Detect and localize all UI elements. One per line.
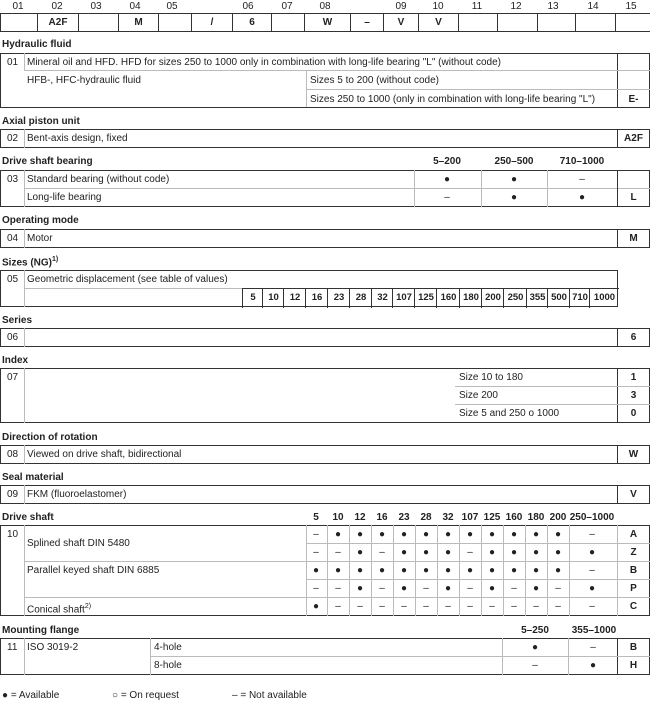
size-value: 1000 <box>589 288 619 308</box>
mark: – <box>532 660 538 671</box>
code-l: L <box>630 192 637 203</box>
section-title-axial-piston-unit: Axial piston unit <box>2 116 80 127</box>
shaft-mark: ● <box>378 565 386 576</box>
shaft-mark: ● <box>400 547 408 558</box>
section-title-drive-shaft: Drive shaft <box>2 512 54 523</box>
position-label: 07 <box>281 1 293 12</box>
legend-on-request: ○ = On request <box>112 690 179 701</box>
shaft-mark: ● <box>422 547 430 558</box>
code-0: 0 <box>630 408 637 419</box>
size-value: 200 <box>481 288 504 308</box>
shaft-col-label: 125 <box>483 512 501 523</box>
shaft-col-label: 16 <box>376 512 388 523</box>
shaft-mark: ● <box>588 583 596 594</box>
size-value: 107 <box>392 288 415 308</box>
shaft-mark: – <box>589 529 595 540</box>
shaft-mark: – <box>379 583 385 594</box>
row-number: 03 <box>7 174 19 185</box>
flange-label: ISO 3019-2 <box>27 642 79 653</box>
shaft-mark: ● <box>510 547 518 558</box>
section-title-index: Index <box>2 355 29 366</box>
shaft-mark: ● <box>356 529 364 540</box>
position-label: 02 <box>51 1 63 12</box>
code-cell: / <box>191 13 233 32</box>
mark: ● <box>510 192 518 203</box>
shaft-col-label: 200 <box>549 512 567 523</box>
shaft-splined: Splined shaft DIN 5480 <box>27 538 130 549</box>
legend-not-available: – = Not available <box>232 690 307 701</box>
bearing-col-1: 5–200 <box>433 156 461 167</box>
shaft-mark: ● <box>422 565 430 576</box>
code-cell <box>158 13 192 32</box>
shaft-mark: – <box>589 565 595 576</box>
mark: – <box>579 174 585 185</box>
shaft-mark: ● <box>312 565 320 576</box>
shaft-col-label: 10 <box>332 512 344 523</box>
code-e: E- <box>628 94 639 105</box>
code-cell: V <box>418 13 459 32</box>
row-number: 08 <box>7 449 19 460</box>
code-cell: A2F <box>37 13 79 32</box>
shaft-mark: ● <box>444 529 452 540</box>
mark: ● <box>578 192 586 203</box>
position-label: 10 <box>432 1 444 12</box>
shaft-mark: ● <box>554 547 562 558</box>
sizes-text: Geometric displacement (see table of values) <box>27 274 228 285</box>
shaft-mark: – <box>511 583 517 594</box>
code-1: 1 <box>630 372 637 383</box>
shaft-mark: ● <box>444 547 452 558</box>
position-label: 06 <box>242 1 254 12</box>
code-cell <box>271 13 305 32</box>
code-b: B <box>629 642 638 653</box>
bearing-col-3: 710–1000 <box>559 156 605 167</box>
section-title-drive-shaft-bearing: Drive shaft bearing <box>2 156 93 167</box>
shaft-col-label: 23 <box>398 512 410 523</box>
size-value: 32 <box>371 288 393 308</box>
shaft-mark: ● <box>488 547 496 558</box>
shaft-col-label: 160 <box>505 512 523 523</box>
size-value: 180 <box>459 288 482 308</box>
code-cell: W <box>304 13 351 32</box>
shaft-mark: – <box>379 601 385 612</box>
code-cell <box>615 13 650 32</box>
shaft-mark: ● <box>488 529 496 540</box>
shaft-col-label: 180 <box>527 512 545 523</box>
size-value: 250 <box>503 288 527 308</box>
mark: ● <box>531 642 539 653</box>
shaft-code: C <box>629 601 638 612</box>
shaft-keyed: Parallel keyed shaft DIN 6885 <box>27 565 160 576</box>
shaft-mark: ● <box>554 529 562 540</box>
shaft-mark: ● <box>466 565 474 576</box>
shaft-mark: – <box>335 601 341 612</box>
shaft-mark: – <box>511 601 517 612</box>
shaft-mark: – <box>467 601 473 612</box>
shaft-mark: ● <box>488 565 496 576</box>
shaft-code: A <box>629 529 638 540</box>
shaft-mark: ● <box>444 565 452 576</box>
bearing-col-2: 250–500 <box>494 156 534 167</box>
size-value: 23 <box>327 288 350 308</box>
mark: ● <box>443 174 451 185</box>
shaft-col-label: 28 <box>420 512 432 523</box>
shaft-mark: ● <box>378 529 386 540</box>
size-value: 28 <box>349 288 372 308</box>
position-label: 05 <box>166 1 178 12</box>
hydraulic-fluid-option2: Sizes 250 to 1000 (only in combination with long-life bearing "L") <box>310 94 596 105</box>
row-number: 10 <box>7 529 19 540</box>
position-label: 08 <box>319 1 331 12</box>
position-label: 03 <box>90 1 102 12</box>
section-title-seal: Seal material <box>2 472 64 483</box>
shaft-mark: – <box>533 601 539 612</box>
code-cell <box>78 13 119 32</box>
size-value: 10 <box>262 288 284 308</box>
axial-text: Bent-axis design, fixed <box>27 133 128 144</box>
shaft-mark: – <box>489 601 495 612</box>
operating-text: Motor <box>27 233 53 244</box>
mark: ● <box>510 174 518 185</box>
shaft-col-label: 32 <box>442 512 454 523</box>
shaft-mark: – <box>555 601 561 612</box>
size-value: 355 <box>526 288 548 308</box>
flange-4-hole: 4-hole <box>154 642 182 653</box>
row-number: 11 <box>7 642 18 653</box>
section-title-mounting-flange: Mounting flange <box>2 625 80 636</box>
shaft-mark: ● <box>356 547 364 558</box>
row-number: 05 <box>7 274 19 285</box>
code-cell <box>0 13 38 32</box>
position-label: 11 <box>471 1 483 12</box>
shaft-col-label: 5 <box>313 512 319 523</box>
code-cell <box>575 13 616 32</box>
code-m: M <box>629 233 638 244</box>
code-cell: 6 <box>232 13 272 32</box>
legend-available: ● = Available <box>2 690 60 701</box>
shaft-mark: ● <box>554 565 562 576</box>
shaft-mark: – <box>313 547 319 558</box>
shaft-mark: – <box>467 583 473 594</box>
section-title-rotation: Direction of rotation <box>2 432 98 443</box>
mark: – <box>590 642 596 653</box>
shaft-mark: ● <box>400 583 408 594</box>
shaft-mark: – <box>313 529 319 540</box>
row-number: 02 <box>7 133 19 144</box>
code-v: V <box>630 489 637 500</box>
code-cell <box>537 13 576 32</box>
shaft-mark: ● <box>334 529 342 540</box>
shaft-code: P <box>630 583 637 594</box>
index-row-2: Size 200 <box>459 390 498 401</box>
shaft-mark: ● <box>588 547 596 558</box>
row-number: 01 <box>7 57 19 68</box>
shaft-mark: ● <box>400 529 408 540</box>
code-h: H <box>629 660 638 671</box>
shaft-mark: ● <box>532 547 540 558</box>
shaft-mark: – <box>423 583 429 594</box>
bearing-long-life: Long-life bearing <box>27 192 102 203</box>
code-cell <box>458 13 498 32</box>
seal-text: FKM (fluoroelastomer) <box>27 489 127 500</box>
row-number: 07 <box>7 372 19 383</box>
shaft-col-label: 107 <box>461 512 479 523</box>
shaft-mark: ● <box>312 601 320 612</box>
shaft-mark: – <box>555 583 561 594</box>
code-cell: V <box>383 13 419 32</box>
shaft-mark: – <box>401 601 407 612</box>
position-label: 04 <box>129 1 141 12</box>
shaft-mark: – <box>313 583 319 594</box>
shaft-mark: ● <box>510 565 518 576</box>
shaft-col-label: 250–1000 <box>569 512 615 523</box>
size-value: 16 <box>305 288 328 308</box>
size-value: 12 <box>283 288 306 308</box>
shaft-mark: – <box>335 547 341 558</box>
mark: – <box>444 192 450 203</box>
section-title-sizes: Sizes (NG)$^{1)}$ <box>2 256 59 269</box>
bearing-standard: Standard bearing (without code) <box>27 174 170 185</box>
shaft-mark: ● <box>466 529 474 540</box>
position-label: 15 <box>625 1 637 12</box>
index-row-1: Size 10 to 180 <box>459 372 523 383</box>
mark: ● <box>589 660 597 671</box>
shaft-col-label: 12 <box>354 512 366 523</box>
shaft-mark: ● <box>422 529 430 540</box>
shaft-mark: ● <box>356 583 364 594</box>
row-number: 04 <box>7 233 19 244</box>
flange-col-2: 355–1000 <box>571 625 617 636</box>
shaft-mark: ● <box>356 565 364 576</box>
code-cell: M <box>118 13 159 32</box>
position-label: 14 <box>587 1 599 12</box>
code-cell: – <box>350 13 384 32</box>
hydraulic-fluid-option1: Sizes 5 to 200 (without code) <box>310 75 439 86</box>
code-6: 6 <box>630 332 637 343</box>
shaft-mark: ● <box>510 529 518 540</box>
shaft-mark: – <box>445 601 451 612</box>
row-number: 09 <box>7 489 19 500</box>
section-title-hydraulic-fluid: Hydraulic fluid <box>2 39 72 50</box>
shaft-mark: – <box>357 601 363 612</box>
hydraulic-fluid-line2: HFB-, HFC-hydraulic fluid <box>27 75 141 86</box>
shaft-mark: ● <box>488 583 496 594</box>
flange-col-1: 5–250 <box>521 625 549 636</box>
shaft-mark: ● <box>444 583 452 594</box>
shaft-mark: – <box>467 547 473 558</box>
shaft-mark: ● <box>532 565 540 576</box>
size-value: 160 <box>436 288 460 308</box>
section-title-operating-mode: Operating mode <box>2 215 79 226</box>
flange-8-hole: 8-hole <box>154 660 182 671</box>
position-label: 01 <box>12 1 24 12</box>
shaft-mark: ● <box>532 583 540 594</box>
shaft-mark: – <box>379 547 385 558</box>
shaft-mark: ● <box>532 529 540 540</box>
hydraulic-fluid-line1: Mineral oil and HFD. HFD for sizes 250 to 1000 only in combination with long-life bearing "L" (without code) <box>27 57 501 68</box>
size-value: 5 <box>242 288 263 308</box>
code-3: 3 <box>630 390 637 401</box>
position-label: 13 <box>547 1 559 12</box>
shaft-mark: – <box>589 601 595 612</box>
size-value: 125 <box>414 288 437 308</box>
section-title-series: Series <box>2 315 33 326</box>
shaft-code: Z <box>630 547 637 558</box>
shaft-code: B <box>629 565 638 576</box>
index-row-3: Size 5 and 250 o 1000 <box>459 408 560 419</box>
size-value: 710 <box>569 288 590 308</box>
shaft-mark: ● <box>400 565 408 576</box>
position-label: 09 <box>395 1 407 12</box>
shaft-mark: – <box>423 601 429 612</box>
shaft-mark: – <box>335 583 341 594</box>
code-w: W <box>628 449 639 460</box>
size-value: 500 <box>547 288 570 308</box>
shaft-conical: Conical shaft$^{2)}$ <box>27 603 92 616</box>
rotation-text: Viewed on drive shaft, bidirectional <box>27 449 182 460</box>
position-label: 12 <box>510 1 522 12</box>
shaft-mark: ● <box>334 565 342 576</box>
code-a2f: A2F <box>624 133 643 144</box>
row-number: 06 <box>7 332 19 343</box>
code-cell <box>497 13 538 32</box>
